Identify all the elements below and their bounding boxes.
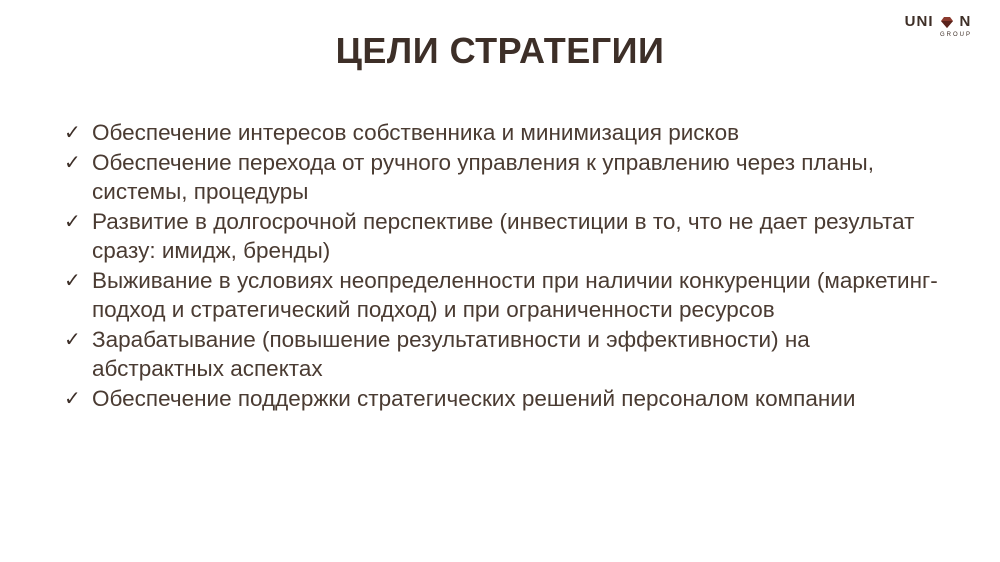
goal-text: Обеспечение поддержки стратегических решений персоналом компании (92, 385, 856, 411)
logo-subtitle: GROUP (939, 32, 972, 38)
goal-text: Зарабатывание (повышение результативности и эффективности) на абстрактных аспектах (92, 326, 810, 381)
diamond-heart-icon (940, 15, 954, 29)
checkmark-icon: ✓ (64, 385, 81, 410)
logo-word-left: UNI (904, 13, 934, 30)
list-item (64, 207, 944, 266)
list-item (64, 118, 944, 148)
goals-list (64, 118, 944, 413)
goal-text: Обеспечение интересов собственника и минимизация рисков (92, 120, 740, 145)
page-title: ЦЕЛИ СТРАТЕГИИ (335, 30, 665, 71)
list-item (64, 384, 944, 414)
goal-text: Выживание в условиях неопределенности при наличии конкуренции (маркетинг-подход и стратегический подход) и при ограниченности ресурсов (92, 267, 938, 322)
goal-text: Обеспечение перехода от ручного управления к управлению через планы, системы, процедуры (92, 149, 874, 204)
list-item (64, 266, 944, 325)
checkmark-icon: ✓ (64, 120, 81, 144)
checkmark-icon: ✓ (64, 208, 81, 233)
logo-word-right: N (959, 13, 972, 30)
checkmark-icon: ✓ (64, 267, 81, 292)
list-item (64, 148, 944, 207)
checkmark-icon: ✓ (64, 326, 81, 351)
list-item (64, 325, 944, 384)
checkmark-icon: ✓ (64, 149, 81, 174)
goal-text: Развитие в долгосрочной перспективе (инвестиции в то, что не дает результат сразу: имидж, бренды) (92, 208, 915, 263)
logo-wordmark (898, 14, 978, 30)
